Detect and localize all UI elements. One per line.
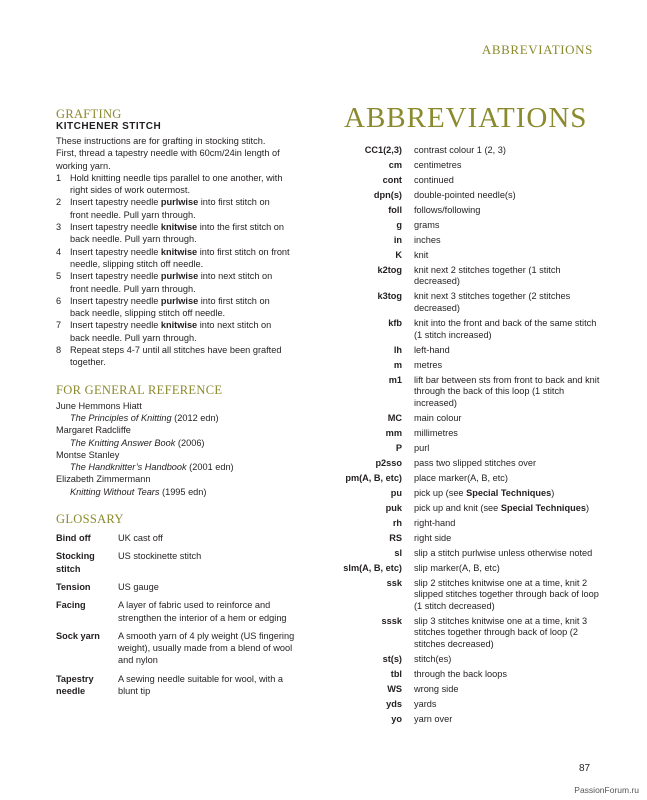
general-reference-section bbox=[56, 383, 296, 498]
abbreviation-row bbox=[330, 684, 600, 696]
reference-item bbox=[56, 400, 296, 425]
abbreviation-row bbox=[330, 458, 600, 470]
grafting-steps bbox=[56, 172, 296, 369]
abbreviation-row bbox=[330, 548, 600, 560]
abbreviation-row bbox=[330, 413, 600, 425]
abbreviation-term: lh bbox=[393, 344, 402, 355]
abbreviation-definition: slip marker(A, B, etc) bbox=[414, 562, 500, 573]
abbreviation-term: g bbox=[396, 219, 402, 230]
abbreviation-row bbox=[330, 428, 600, 440]
abbreviation-row bbox=[330, 578, 600, 613]
abbreviation-row bbox=[330, 503, 600, 515]
kitchener-stitch-subtitle: KITCHENER STITCH bbox=[56, 121, 162, 132]
glossary-definition: UK cast off bbox=[118, 533, 163, 544]
abbreviation-definition: centimetres bbox=[414, 159, 462, 170]
grafting-step bbox=[56, 172, 296, 197]
grafting-first: First, thread a tapestry needle with 60cm/24in length of working yarn. bbox=[56, 148, 280, 171]
step-text: Insert tapestry needle purlwise into first stitch on back needle, slipping stitch off needle. bbox=[70, 295, 270, 319]
abbreviation-definition: pick up and knit (see Special Techniques) bbox=[414, 502, 589, 513]
abbreviation-term: m bbox=[393, 359, 402, 370]
step-text: Insert tapestry needle purlwise into next stitch on front needle. Pull yarn through. bbox=[70, 271, 273, 294]
abbreviation-term: pu bbox=[390, 487, 402, 498]
grafting-step bbox=[56, 270, 296, 295]
abbreviation-definition: main colour bbox=[414, 412, 462, 423]
abbreviation-term: foll bbox=[388, 204, 402, 215]
glossary-row bbox=[56, 532, 296, 544]
reference-author: Montse Stanley bbox=[56, 449, 120, 460]
step-text: Hold knitting needle tips parallel to one another, with right sides of work outermost. bbox=[70, 172, 283, 196]
reference-book: The Handknitter’s Handbook (2001 edn) bbox=[70, 462, 234, 473]
abbreviation-term: kfb bbox=[388, 318, 402, 329]
abbreviation-term: MC bbox=[387, 412, 402, 423]
grafting-section bbox=[56, 107, 296, 369]
grafting-step bbox=[56, 319, 296, 344]
abbreviation-definition: right side bbox=[414, 532, 452, 543]
glossary-definition: A layer of fabric used to reinforce and strengthen the interior of a hem or edging bbox=[118, 600, 287, 623]
abbreviation-definition: knit next 3 stitches together (2 stitches decreased) bbox=[414, 291, 571, 314]
glossary-definition: US gauge bbox=[118, 581, 159, 592]
abbreviation-definition: slip a stitch purlwise unless otherwise noted bbox=[414, 547, 593, 558]
abbreviation-term: mm bbox=[385, 427, 402, 438]
abbreviation-definition: through the back loops bbox=[414, 668, 507, 679]
abbreviation-definition: yarn over bbox=[414, 713, 453, 724]
abbreviation-definition: knit into the front and back of the same stitch (1 stitch increased) bbox=[414, 318, 597, 340]
abbreviation-definition: contrast colour 1 (2, 3) bbox=[414, 145, 506, 155]
abbreviation-definition: place marker(A, B, etc) bbox=[414, 472, 508, 483]
abbreviation-row bbox=[330, 473, 600, 485]
abbreviation-term: yds bbox=[386, 698, 402, 709]
abbreviation-definition: lift bar between sts from front to back and knit through the back of this loop (1 stitch increased) bbox=[414, 374, 600, 408]
abbreviation-term: rh bbox=[392, 517, 402, 528]
grafting-step bbox=[56, 344, 296, 369]
abbreviation-definition: purl bbox=[414, 442, 430, 453]
glossary-definition: US stockinette stitch bbox=[118, 551, 202, 562]
glossary-row bbox=[56, 581, 296, 593]
glossary-table bbox=[56, 532, 296, 697]
abbreviation-definition: stitch(es) bbox=[414, 653, 452, 664]
abbreviation-term: puk bbox=[385, 502, 402, 513]
step-text: Insert tapestry needle knitwise into first stitch on front needle, slipping stitch off needle. bbox=[70, 246, 290, 269]
reference-item bbox=[56, 424, 296, 449]
glossary-row bbox=[56, 599, 296, 624]
abbreviation-term: K bbox=[395, 249, 402, 260]
abbreviation-term: st(s) bbox=[382, 653, 402, 664]
step-text: Insert tapestry needle knitwise into next stitch on back needle. Pull yarn through. bbox=[70, 320, 272, 343]
abbreviation-term: RS bbox=[389, 532, 402, 543]
page-number: 87 bbox=[579, 763, 591, 774]
abbreviation-definition: wrong side bbox=[414, 683, 459, 694]
glossary-definition: A smooth yarn of 4 ply weight (US fingering weight), usually made from a blend of wool and nylon bbox=[118, 630, 295, 666]
abbreviation-row bbox=[330, 190, 600, 202]
reference-item bbox=[56, 449, 296, 474]
abbreviation-row bbox=[330, 488, 600, 500]
abbreviation-definition: grams bbox=[414, 219, 440, 230]
abbreviation-term: ssk bbox=[386, 577, 402, 588]
abbreviation-definition: left-hand bbox=[414, 344, 450, 355]
step-number: 1 bbox=[56, 172, 62, 183]
glossary-term: Tension bbox=[56, 581, 91, 592]
reference-item bbox=[56, 473, 296, 498]
abbreviation-row bbox=[330, 563, 600, 575]
abbreviation-definition: millimetres bbox=[414, 427, 458, 438]
abbreviation-term: sl bbox=[394, 547, 402, 558]
abbreviation-definition: pick up (see Special Techniques) bbox=[414, 487, 555, 498]
abbreviation-term: yo bbox=[391, 713, 402, 724]
reference-book: The Knitting Answer Book (2006) bbox=[70, 437, 205, 448]
glossary-title: GLOSSARY bbox=[56, 512, 124, 527]
abbreviation-term: tbl bbox=[390, 668, 402, 679]
abbreviation-row bbox=[330, 235, 600, 247]
abbreviation-row bbox=[330, 616, 600, 651]
abbreviation-row bbox=[330, 443, 600, 455]
abbreviation-term: slm(A, B, etc) bbox=[343, 562, 402, 573]
grafting-title: GRAFTING bbox=[56, 107, 122, 121]
abbreviation-definition: yards bbox=[414, 698, 437, 709]
glossary-row bbox=[56, 630, 296, 667]
reference-author: June Hemmons Hiatt bbox=[56, 400, 142, 411]
abbreviation-term: dpn(s) bbox=[373, 189, 402, 200]
abbreviation-row bbox=[330, 518, 600, 530]
step-text: Insert tapestry needle knitwise into the first stitch on back needle. Pull yarn through. bbox=[70, 222, 284, 245]
abbreviation-term: p2sso bbox=[375, 457, 402, 468]
abbreviation-row bbox=[330, 533, 600, 545]
step-number: 8 bbox=[56, 345, 62, 356]
abbreviation-definition: knit next 2 stitches together (1 stitch decreased) bbox=[414, 264, 561, 287]
glossary-row bbox=[56, 550, 296, 575]
step-text: Repeat steps 4-7 until all stitches have been grafted together. bbox=[70, 345, 282, 368]
abbreviation-term: m1 bbox=[388, 374, 402, 385]
grafting-step bbox=[56, 246, 296, 271]
grafting-intro: These instructions are for grafting in stocking stitch. bbox=[56, 136, 266, 146]
abbreviation-term: in bbox=[393, 234, 402, 245]
reference-list bbox=[56, 400, 296, 498]
abbreviation-definition: pass two slipped stitches over bbox=[414, 457, 537, 468]
abbreviation-definition: metres bbox=[414, 359, 443, 370]
glossary-definition: A sewing needle suitable for wool, with a blunt tip bbox=[118, 673, 283, 696]
abbreviation-row bbox=[330, 175, 600, 187]
abbreviation-definition: slip 3 stitches knitwise one at a time, knit 3 stitches together through back of loop (2 stitches decreased) bbox=[414, 615, 588, 649]
reference-book: The Principles of Knitting (2012 edn) bbox=[70, 412, 219, 423]
reference-author: Margaret Radcliffe bbox=[56, 425, 131, 436]
reference-author: Elizabeth Zimmermann bbox=[56, 474, 151, 485]
glossary-term: Stocking stitch bbox=[56, 551, 95, 574]
abbreviation-row bbox=[330, 699, 600, 711]
abbreviation-row bbox=[330, 250, 600, 262]
glossary-term: Facing bbox=[56, 600, 86, 611]
reference-title: FOR GENERAL REFERENCE bbox=[56, 382, 223, 397]
step-number: 6 bbox=[56, 295, 62, 306]
abbreviation-definition: right-hand bbox=[414, 517, 456, 528]
abbreviation-term: sssk bbox=[381, 615, 402, 626]
abbreviation-row bbox=[330, 220, 600, 232]
abbreviation-definition: slip 2 stitches knitwise one at a time, knit 2 slipped stitches together through back of loop (1 stitch decreased) bbox=[414, 577, 599, 611]
abbreviation-definition: follows/following bbox=[414, 204, 481, 215]
step-number: 4 bbox=[56, 246, 62, 257]
grafting-step bbox=[56, 196, 296, 221]
abbreviation-row bbox=[330, 654, 600, 666]
step-number: 5 bbox=[56, 271, 62, 282]
abbreviation-row bbox=[330, 291, 600, 314]
abbreviation-row bbox=[330, 375, 600, 410]
reference-book: Knitting Without Tears (1995 edn) bbox=[70, 486, 207, 497]
glossary-term: Bind off bbox=[56, 533, 91, 544]
abbreviation-row bbox=[330, 160, 600, 172]
glossary-row bbox=[56, 673, 296, 698]
abbreviations-table bbox=[330, 145, 600, 729]
abbreviation-row bbox=[330, 145, 600, 157]
grafting-step bbox=[56, 221, 296, 246]
glossary-term: Tapestry needle bbox=[56, 673, 94, 696]
abbreviation-row bbox=[330, 205, 600, 217]
abbreviation-term: WS bbox=[387, 683, 402, 694]
abbreviation-row bbox=[330, 345, 600, 357]
grafting-step bbox=[56, 295, 296, 320]
abbreviation-row bbox=[330, 669, 600, 681]
abbreviation-definition: continued bbox=[414, 174, 454, 185]
abbreviation-row bbox=[330, 318, 600, 341]
abbreviation-term: P bbox=[395, 442, 402, 453]
abbreviation-term: k3tog bbox=[377, 291, 402, 302]
step-number: 3 bbox=[56, 222, 62, 233]
abbreviation-row bbox=[330, 265, 600, 288]
abbreviation-row bbox=[330, 714, 600, 726]
abbreviation-row bbox=[330, 360, 600, 372]
abbreviation-term: cm bbox=[388, 159, 402, 170]
left-column bbox=[56, 107, 296, 703]
watermark: PassionForum.ru bbox=[574, 785, 639, 795]
abbreviation-definition: double-pointed needle(s) bbox=[414, 189, 516, 200]
abbreviations-title: ABBREVIATIONS bbox=[344, 102, 588, 134]
abbreviation-definition: inches bbox=[414, 234, 441, 245]
step-number: 2 bbox=[56, 197, 62, 208]
abbreviation-term: cont bbox=[382, 174, 402, 185]
abbreviation-term: CC1(2,3) bbox=[364, 145, 402, 155]
step-text: Insert tapestry needle purlwise into first stitch on front needle. Pull yarn through. bbox=[70, 197, 270, 220]
abbreviation-term: k2tog bbox=[377, 264, 402, 275]
glossary-term: Sock yarn bbox=[56, 630, 100, 641]
step-number: 7 bbox=[56, 320, 62, 331]
running-head: ABBREVIATIONS bbox=[481, 42, 593, 57]
glossary-section bbox=[56, 512, 296, 697]
abbreviation-term: pm(A, B, etc) bbox=[345, 472, 402, 483]
abbreviation-definition: knit bbox=[414, 249, 429, 260]
